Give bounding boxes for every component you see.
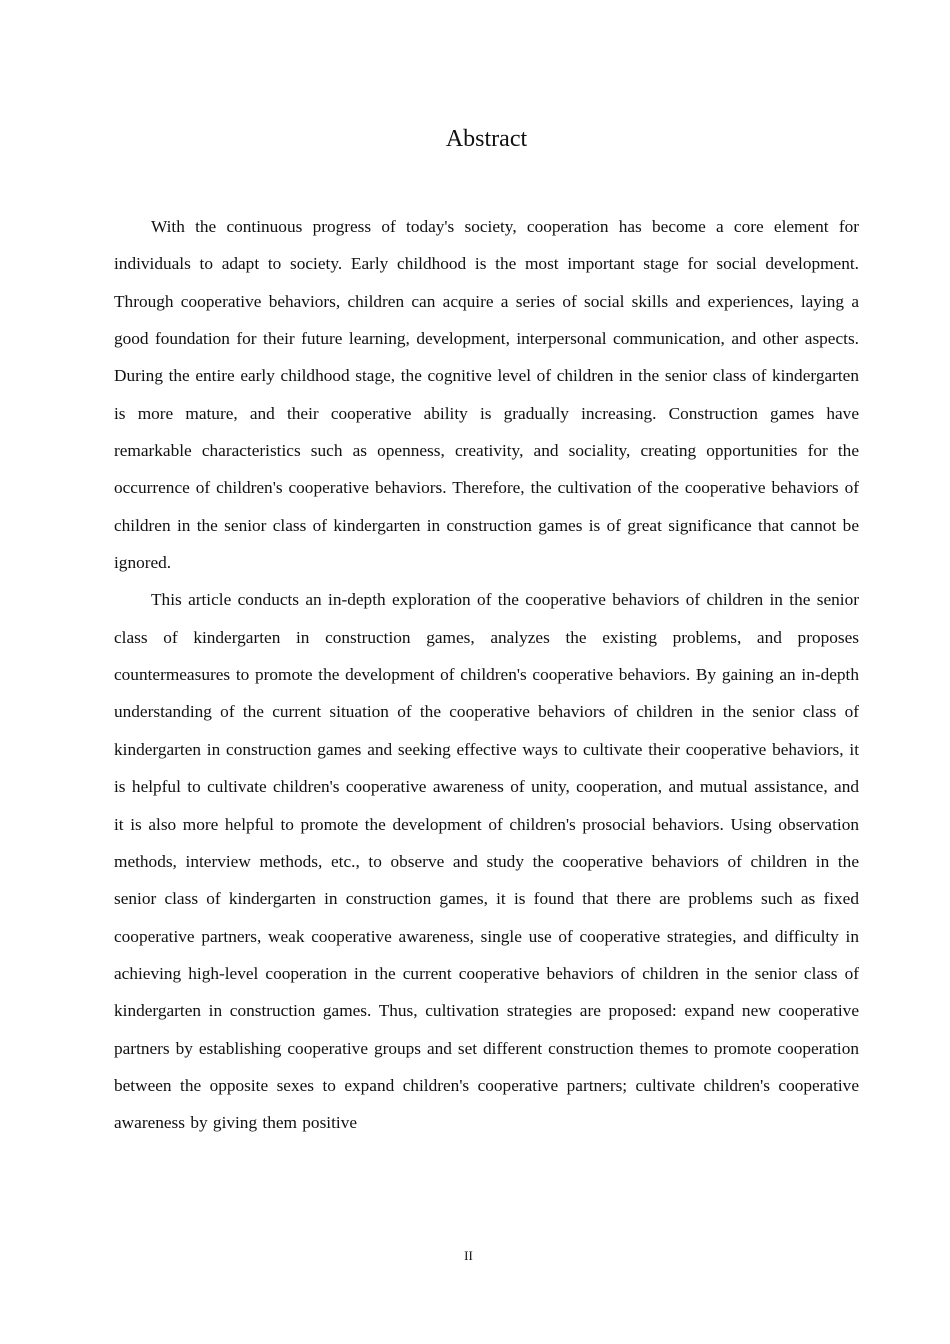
paragraph: With the continuous progress of today's society, cooperation has become a core element for individuals to adapt to society. Early childhood is the most important stage for social development. Through cooperative behaviors, children can acquire a series of social skills and experiences, laying a good foundation for their future learning, development, interpersonal communication, and other aspects. During the entire early childhood stage, the cognitive level of children in the senior class of kindergarten is more mature, and their cooperative ability is gradually increasing. Construction games have remarkable characteristics such as openness, creativity, and sociality, creating opportunities for the occurrence of children's cooperative behaviors. Therefore, the cultivation of the cooperative behaviors of children in the senior class of kindergarten in construction games is of great significance that cannot be ignored. [114, 217, 859, 573]
page-title: Abstract [445, 126, 528, 152]
page-number: II [464, 1248, 473, 1263]
abstract-body [114, 208, 859, 1142]
paragraph: This article conducts an in-depth exploration of the cooperative behaviors of children in the senior class of kindergarten in construction games, analyzes the existing problems, and proposes countermeasures to promote the development of children's cooperative behaviors. By gaining an in-depth understanding of the current situation of the cooperative behaviors of children in the senior class of kindergarten in construction games and seeking effective ways to cultivate their cooperative behaviors, it is helpful to cultivate children's cooperative awareness of unity, cooperation, and mutual assistance, and it is also more helpful to promote the development of children's prosocial behaviors. Using observation methods, interview methods, etc., to observe and study the cooperative behaviors of children in the senior class of kindergarten in construction games, it is found that there are problems such as fixed cooperative partners, weak cooperative awareness, single use of cooperative strategies, and difficulty in achieving high-level cooperation in the current cooperative behaviors of children in the senior class of kindergarten in construction games. Thus, cultivation strategies are proposed: expand new cooperative partners by establishing cooperative groups and set different construction themes to promote cooperation between the opposite sexes to expand children's cooperative partners; cultivate children's cooperative awareness by giving them positive [114, 590, 859, 1133]
